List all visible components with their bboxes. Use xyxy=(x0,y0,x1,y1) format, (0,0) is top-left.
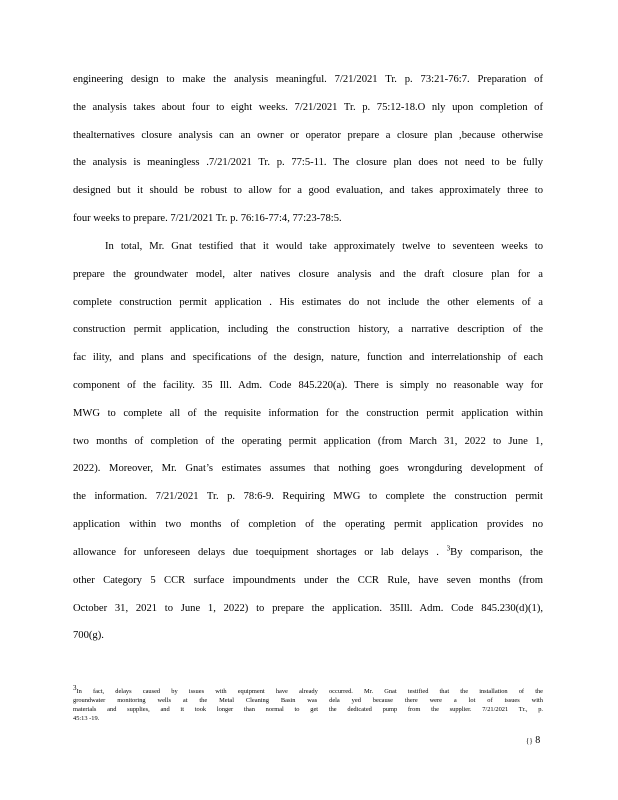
footnote-line-3: materials and supplies, and it took longer than normal to get the dedicated pump from the supplier. 7/21/2021 Tr., p. xyxy=(73,706,543,713)
body-line-12: component of the facility. 35 Ill. Adm. Code 845.220(a). There is simply no reasonable way for xyxy=(73,380,543,391)
page-number xyxy=(526,735,540,747)
page-marker: {} xyxy=(526,737,533,745)
body-line-4: the analysis is meaningless .7/21/2021 Tr. p. 77:5-11. The closure plan does not need to be fully xyxy=(73,157,543,168)
footnote-reference: 3 xyxy=(446,544,451,553)
body-line-20: October 31, 2021 to June 1, 2022) to prepare the application. 35Ill. Adm. Code 845.230(d)(1), xyxy=(73,603,543,614)
body-line-8: prepare the groundwater model, alter natives closure analysis and the draft closure plan for a xyxy=(73,269,543,280)
body-line-18-text: allowance for unforeseen delays due toequipment shortages or lab delays . xyxy=(73,547,447,558)
body-line-18-tail: By comparison, the xyxy=(450,547,543,558)
body-line-1: engineering design to make the analysis meaningful. 7/21/2021 Tr. p. 73:21-76:7. Preparation of xyxy=(73,74,543,85)
body-line-14: two months of completion of the operating permit application (from March 31, 2022 to June 1, xyxy=(73,436,543,447)
body-line-10: construction permit application, including the construction history, a narrative description of the xyxy=(73,324,543,335)
body-line-3: thealternatives closure analysis can an owner or operator prepare a closure plan ,because otherwise xyxy=(73,130,543,141)
body-line-6: four weeks to prepare. 7/21/2021 Tr. p. 76:16-77:4, 77:23-78:5. xyxy=(73,213,342,224)
body-line-18 xyxy=(73,546,543,560)
body-line-15: 2022). Moreover, Mr. Gnat’s estimates assumes that nothing goes wrongduring development of xyxy=(73,463,543,474)
body-line-17: application within two months of completion of the operating permit application provides no xyxy=(73,519,543,530)
footnote-line-4: 45:13 -19. xyxy=(73,715,100,722)
body-line-16: the information. 7/21/2021 Tr. p. 78:6-9. Requiring MWG to complete the construction permit xyxy=(73,491,543,502)
body-line-19: other Category 5 CCR surface impoundments under the CCR Rule, have seven months (from xyxy=(73,575,543,586)
footnote-mark: 3 xyxy=(73,684,77,692)
footnote-line-1-text: In fact, delays caused by issues with equipment have already occurred. Mr. Gnat testified that the installation of the xyxy=(76,688,543,696)
footnote-line-2: groundwater monitoring wells at the Metal Cleaning Basin was dela yed because there were a lot of issues with xyxy=(73,697,543,704)
body-line-9: complete construction permit application . His estimates do not include the other elements of a xyxy=(73,297,543,308)
footnote-line-1 xyxy=(73,684,543,696)
body-line-5: designed but it should be robust to allow for a good evaluation, and takes approximately three to xyxy=(73,185,543,196)
body-line-11: fac ility, and plans and specifications of the design, nature, function and interrelationship of each xyxy=(73,352,543,363)
body-line-13: MWG to complete all of the requisite information for the construction permit application within xyxy=(73,408,543,419)
page-number-value: 8 xyxy=(535,735,541,746)
body-line-7: In total, Mr. Gnat testified that it would take approximately twelve to seventeen weeks to xyxy=(105,241,543,252)
body-line-21: 700(g). xyxy=(73,630,104,641)
body-line-2: the analysis takes about four to eight weeks. 7/21/2021 Tr. p. 75:12-18.O nly upon completion of xyxy=(73,102,543,113)
